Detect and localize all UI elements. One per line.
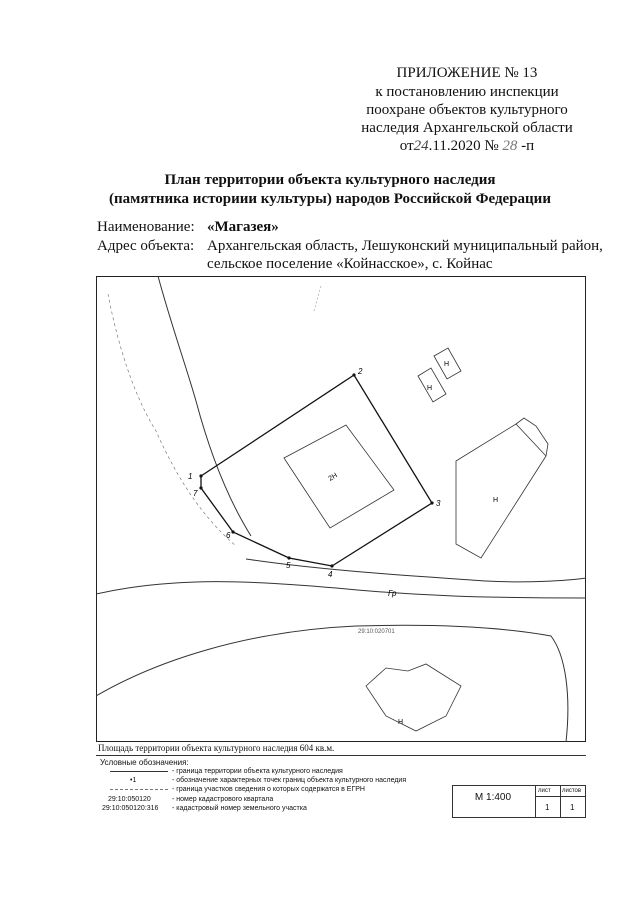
legend-symbol-4: 29:10:050120 — [108, 796, 151, 803]
building-main-label: 2Н — [327, 472, 339, 483]
sheet-label: лист — [538, 788, 551, 794]
number-suffix: -п — [517, 138, 535, 154]
point-label-5: 5 — [286, 561, 291, 570]
legend-title: Условные обозначения: — [100, 758, 189, 767]
legend — [96, 767, 452, 818]
building-small-1-label: Н — [427, 385, 433, 392]
point-label-7: 7 — [193, 489, 198, 498]
appendix-line-4: наследия Архангельской области — [361, 120, 573, 136]
sheets-label: листов — [562, 788, 582, 794]
building-lower-label: Н — [398, 719, 404, 726]
date-rest: .11.2020 № — [428, 138, 503, 154]
site-plan-map — [96, 276, 586, 742]
sheet-header-line — [535, 796, 585, 797]
legend-line-parcel — [110, 789, 168, 790]
address-line-1: Архангельская область, Лешуконский муниципальный район, — [207, 238, 603, 254]
legend-symbol-2: •1 — [130, 777, 137, 784]
legend-line-boundary — [110, 771, 168, 772]
address-line-2: сельское поселение «Койнасское», с. Койнас — [207, 256, 493, 272]
point-3 — [430, 501, 433, 504]
point-5 — [287, 556, 290, 559]
number-handwritten: 28 — [502, 138, 518, 154]
name-value: «Магазея» — [207, 219, 279, 235]
legend-text-5: - кадастровый номер земельного участка — [172, 805, 307, 812]
road-label: Гр — [388, 589, 397, 598]
legend-symbol-5: 29:10:050120:316 — [102, 805, 159, 812]
quarter-number: 29:10:020701 — [358, 629, 395, 635]
building-small-2-label: Н — [444, 361, 450, 368]
footer-divider — [96, 755, 586, 756]
name-label: Наименование: — [97, 219, 195, 235]
point-1 — [199, 474, 202, 477]
address-label: Адрес объекта: — [97, 238, 195, 254]
date-prefix: от — [399, 138, 414, 154]
appendix-line-3: поохране объектов культурного — [366, 102, 568, 118]
legend-text-4: - номер кадастрового квартала — [172, 796, 274, 803]
point-label-3: 3 — [436, 499, 441, 508]
appendix-number: ПРИЛОЖЕНИЕ № 13 — [396, 65, 538, 81]
plan-title-line-1: План территории объекта культурного наследия — [164, 172, 496, 188]
legend-text-1: - граница территории объекта культурного наследия — [172, 768, 343, 775]
scale-box — [452, 785, 586, 818]
point-6 — [231, 530, 234, 533]
sheet-divider — [560, 786, 561, 817]
legend-text-2: - обозначение характерных точек границ объекта культурного наследия — [172, 777, 407, 784]
scale-value: М 1:400 — [474, 792, 512, 803]
point-label-2: 2 — [358, 367, 363, 376]
point-4 — [330, 564, 333, 567]
appendix-date — [337, 137, 597, 156]
scale-divider — [535, 786, 536, 817]
point-2 — [352, 373, 355, 376]
point-label-4: 4 — [328, 570, 333, 579]
point-label-6: 6 — [226, 531, 231, 540]
appendix-line-2: к постановлению инспекции — [375, 84, 559, 100]
area-text: Площадь территории объекта культурного наследия 604 кв.м. — [98, 743, 335, 753]
sheet-value: 1 — [545, 803, 550, 812]
plan-title-line-2: (памятника историии культуры) народов Российской Федерации — [109, 191, 551, 207]
point-7 — [199, 486, 202, 489]
building-right-label: Н — [493, 497, 499, 504]
point-label-1: 1 — [188, 472, 193, 481]
legend-text-3: - граница участков сведения о которых содержатся в ЕГРН — [172, 786, 365, 793]
sheets-value: 1 — [570, 803, 575, 812]
date-handwritten: 24 — [413, 138, 429, 154]
